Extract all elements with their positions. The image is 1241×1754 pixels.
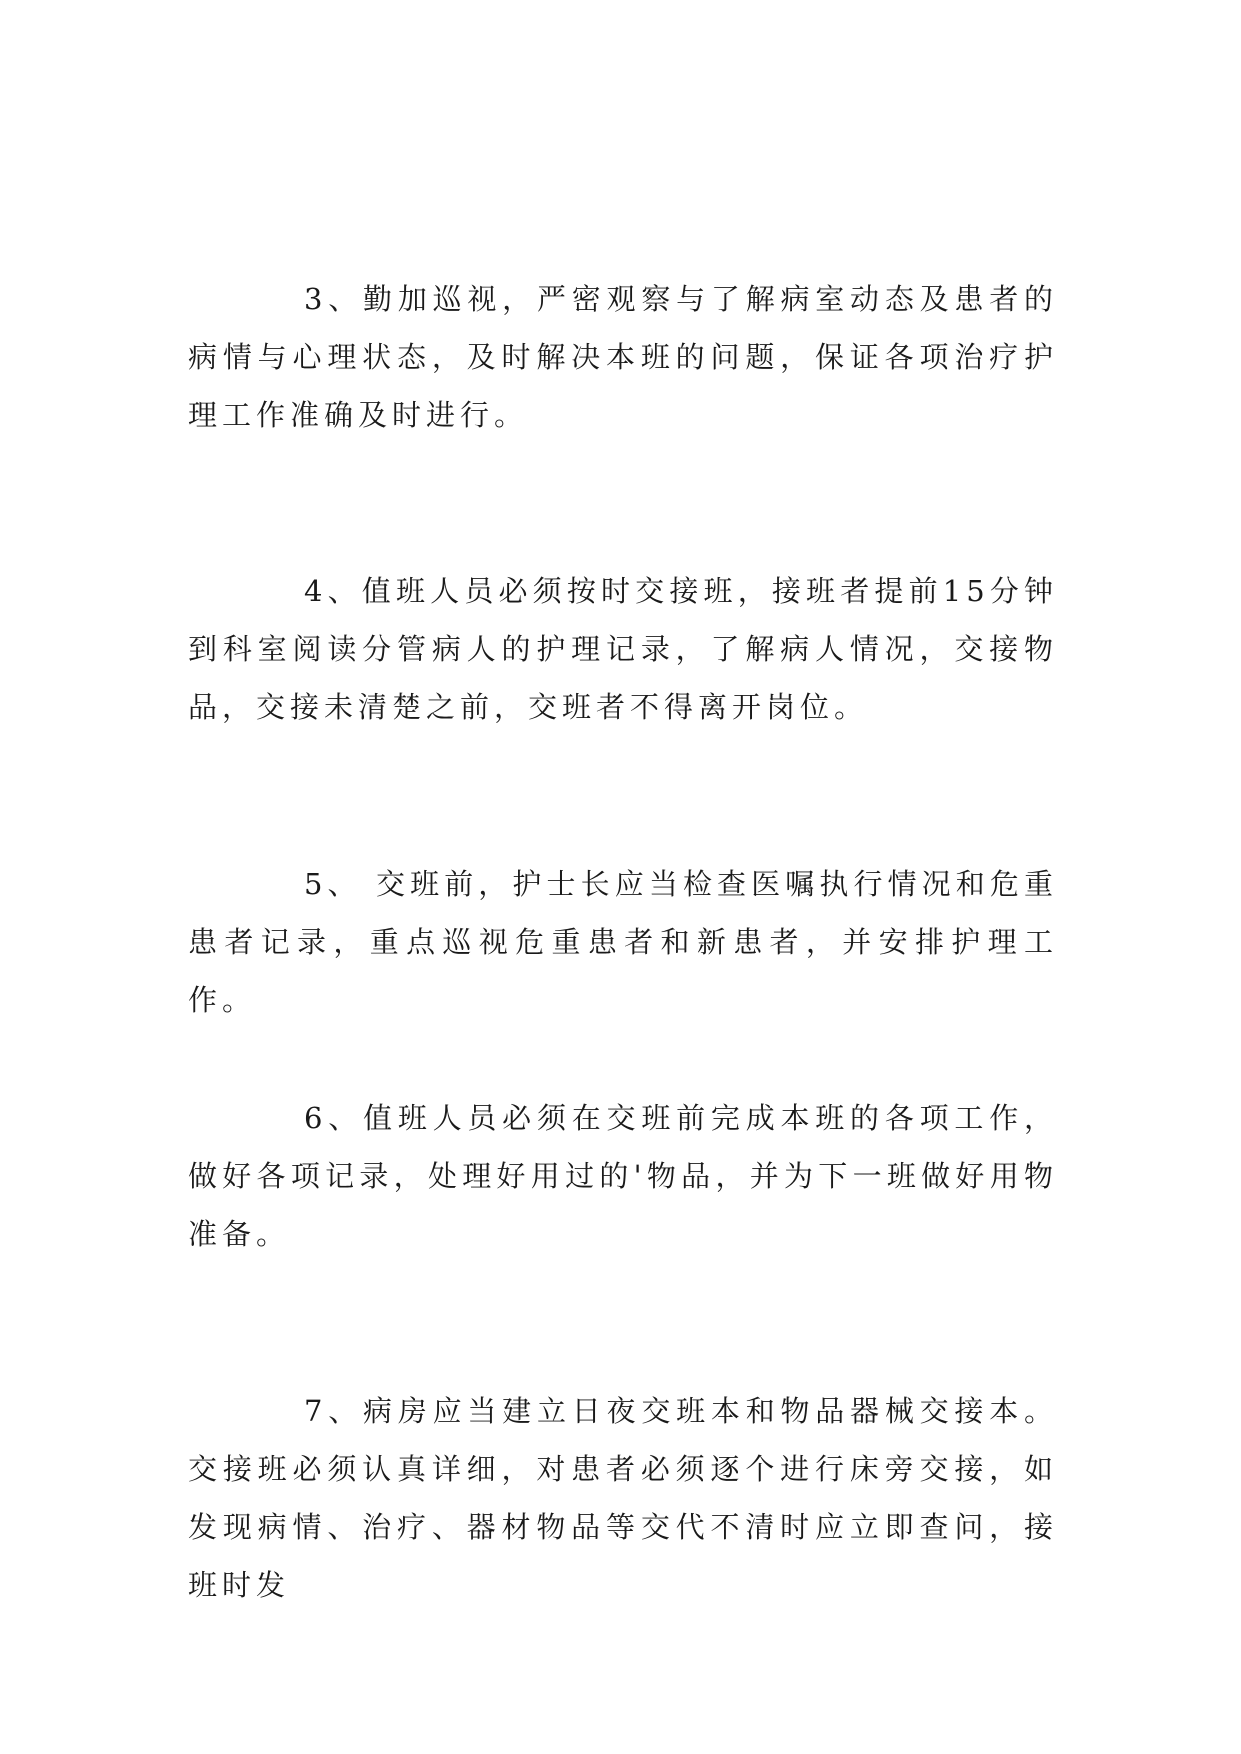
- paragraph-item-3: 3、勤加巡视，严密观察与了解病室动态及患者的病情与心理状态，及时解决本班的问题，保证各项治疗护理工作准确及时进行。: [188, 282, 1058, 432]
- paragraph-item-7: 7、病房应当建立日夜交班本和物品器械交接本。交接班必须认真详细，对患者必须逐个进行床旁交接，如发现病情、治疗、器材物品等交代不清时应立即查问，接班时发: [188, 1394, 1058, 1602]
- paragraph-item-6: 6、值班人员必须在交班前完成本班的各项工作，做好各项记录，处理好用过的'物品，并为下一班做好用物准备。: [188, 1101, 1058, 1251]
- paragraph-item-5: 5、 交班前，护士长应当检查医嘱执行情况和危重患者记录，重点巡视危重患者和新患者，并安排护理工作。: [188, 867, 1058, 1017]
- paragraph-item-4: 4、值班人员必须按时交接班，接班者提前15分钟到科室阅读分管病人的护理记录，了解病人情况，交接物品，交接未清楚之前，交班者不得离开岗位。: [188, 574, 1058, 724]
